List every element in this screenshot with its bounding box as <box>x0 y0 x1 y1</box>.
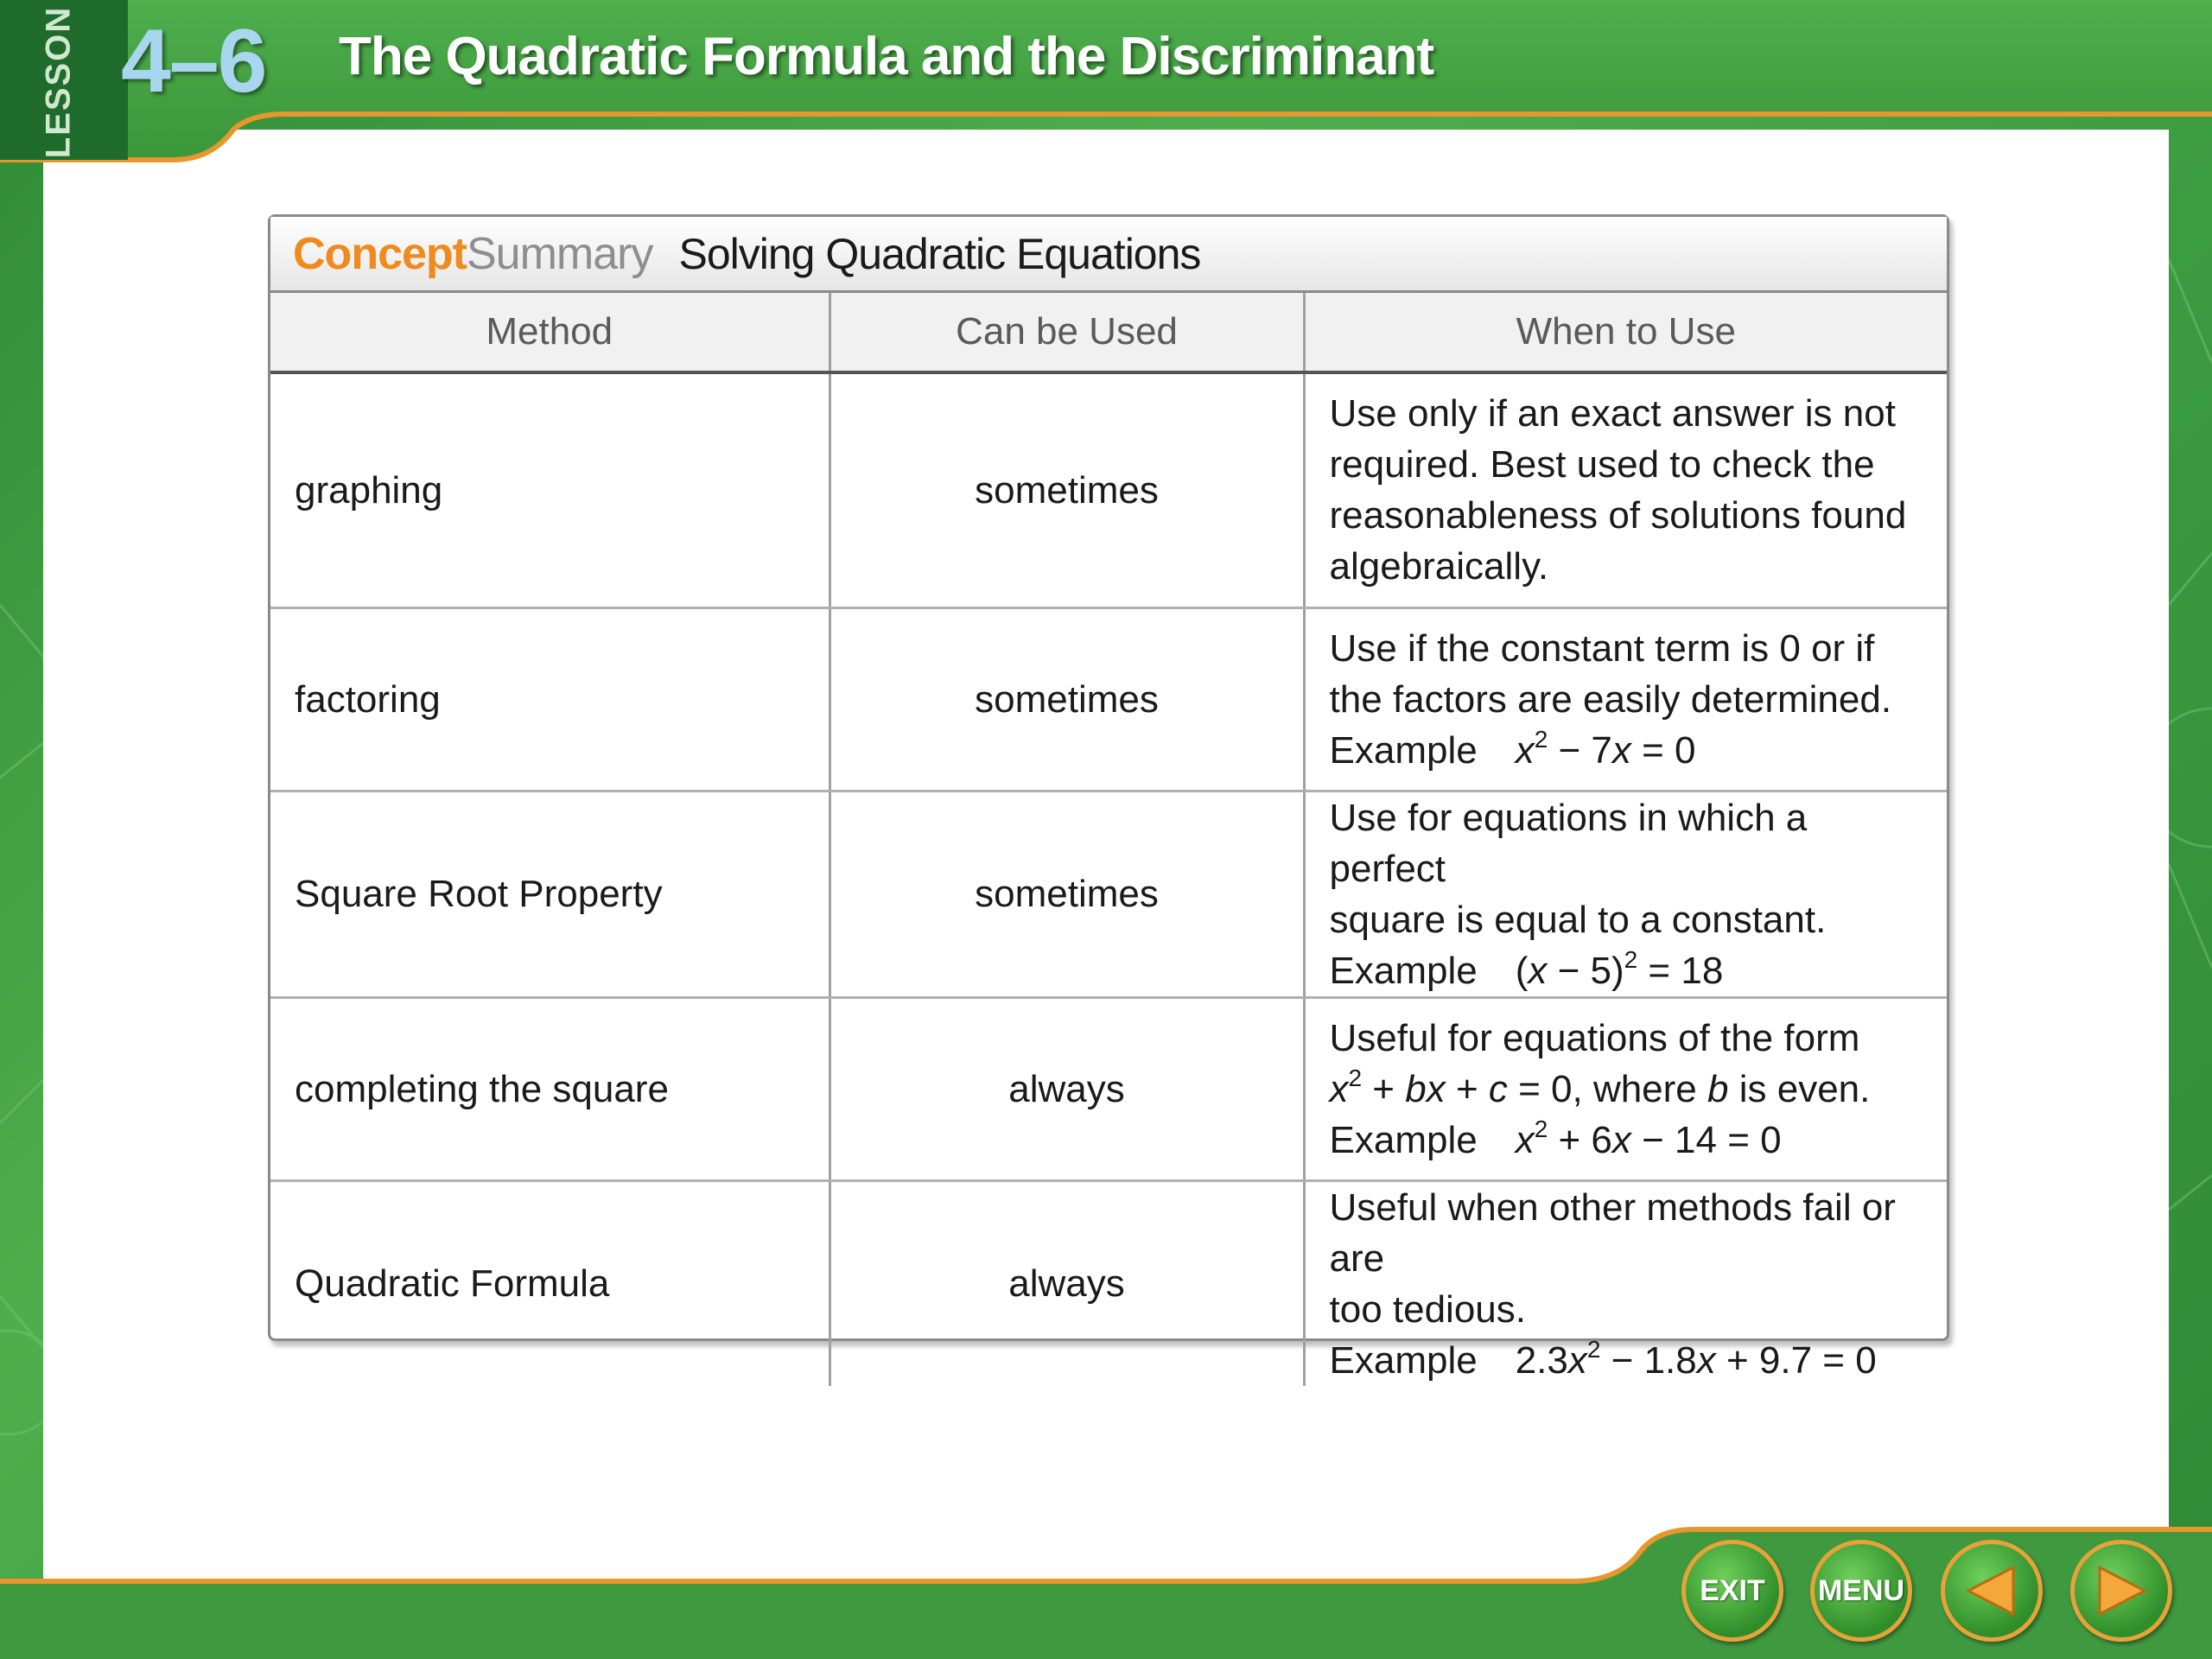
when-line: Use for equations in which a perfect <box>1329 796 1808 890</box>
example-equation: $(x - 5)^2 = 18$ <box>1515 945 1724 992</box>
example-label: Example <box>1329 1338 1478 1382</box>
exit-button[interactable]: EXIT <box>1681 1540 1783 1642</box>
method-cell: graphing <box>270 372 830 607</box>
can-be-used-cell: always <box>830 997 1304 1180</box>
bottom-nav-bar <box>0 1521 2212 1659</box>
lesson-label: LESSON <box>39 5 78 159</box>
when-to-use-cell <box>1304 372 1947 607</box>
example-line <box>1330 945 1927 996</box>
when-line: the factors are easily determined. <box>1329 677 1892 721</box>
when-line: Useful when other methods fail or are <box>1329 1185 1896 1280</box>
when-line: Use if the constant term is 0 or if <box>1329 626 1875 670</box>
method-cell: factoring <box>270 607 830 791</box>
when-line: square is equal to a constant. <box>1329 898 1827 941</box>
example-equation: $x^2 - 7x = 0$ <box>1515 725 1696 772</box>
triangle-right-icon <box>2091 1560 2152 1621</box>
summary-title: Solving Quadratic Equations <box>678 229 1201 278</box>
table-row <box>270 997 1947 1180</box>
when-to-use-cell <box>1304 1180 1947 1386</box>
example-label: Example <box>1329 949 1478 992</box>
column-header-method: Method <box>270 293 830 372</box>
table-row <box>270 607 1947 791</box>
lesson-header <box>0 0 2212 164</box>
can-be-used-cell: sometimes <box>830 791 1304 997</box>
form-line: $x^2$ + bx + c = 0, where b is even. <box>1329 1064 1871 1110</box>
when-line: Useful for equations of the form <box>1329 1016 1860 1059</box>
when-to-use-cell <box>1304 791 1947 997</box>
previous-button[interactable] <box>1941 1540 2043 1642</box>
when-to-use-cell <box>1304 997 1947 1180</box>
method-cell: Quadratic Formula <box>270 1180 830 1386</box>
concept-summary-box <box>268 214 1949 1382</box>
method-cell: Square Root Property <box>270 791 830 997</box>
menu-button[interactable]: MENU <box>1810 1540 1912 1642</box>
example-label: Example <box>1329 1118 1478 1161</box>
column-header-when-to-use: When to Use <box>1304 293 1947 372</box>
next-button[interactable] <box>2070 1540 2172 1642</box>
example-line <box>1330 1335 1927 1386</box>
example-equation: $x^2 + 6x - 14 = 0$ <box>1515 1115 1782 1161</box>
can-be-used-cell: sometimes <box>830 607 1304 791</box>
concept-label: Concept <box>293 228 467 279</box>
can-be-used-cell: always <box>830 1180 1304 1386</box>
table-row <box>270 791 1947 997</box>
when-line: algebraically. <box>1329 545 1549 588</box>
methods-table <box>270 293 1947 1386</box>
example-equation: $2.3x^2 - 1.8x + 9.7 = 0$ <box>1515 1335 1877 1382</box>
example-label: Example <box>1329 728 1478 772</box>
triangle-left-icon <box>1961 1560 2022 1621</box>
table-row <box>270 372 1947 607</box>
page-title: The Quadratic Formula and the Discriminant <box>339 27 1434 86</box>
when-to-use-cell <box>1304 607 1947 791</box>
example-line <box>1330 725 1927 776</box>
when-line: too tedious. <box>1329 1287 1526 1331</box>
column-header-can-be-used: Can be Used <box>830 293 1304 372</box>
can-be-used-cell: sometimes <box>830 372 1304 607</box>
table-row <box>270 1180 1947 1386</box>
when-line: Use only if an exact answer is not <box>1329 392 1896 435</box>
method-cell: completing the square <box>270 997 830 1180</box>
table-header-row <box>270 293 1947 372</box>
lesson-number: 4–6 <box>121 11 266 111</box>
summary-label: Summary <box>467 228 653 279</box>
example-line <box>1330 1115 1927 1166</box>
when-line: reasonableness of solutions found <box>1329 494 1907 537</box>
concept-summary-header <box>270 217 1947 293</box>
when-line: required. Best used to check the <box>1329 443 1875 486</box>
